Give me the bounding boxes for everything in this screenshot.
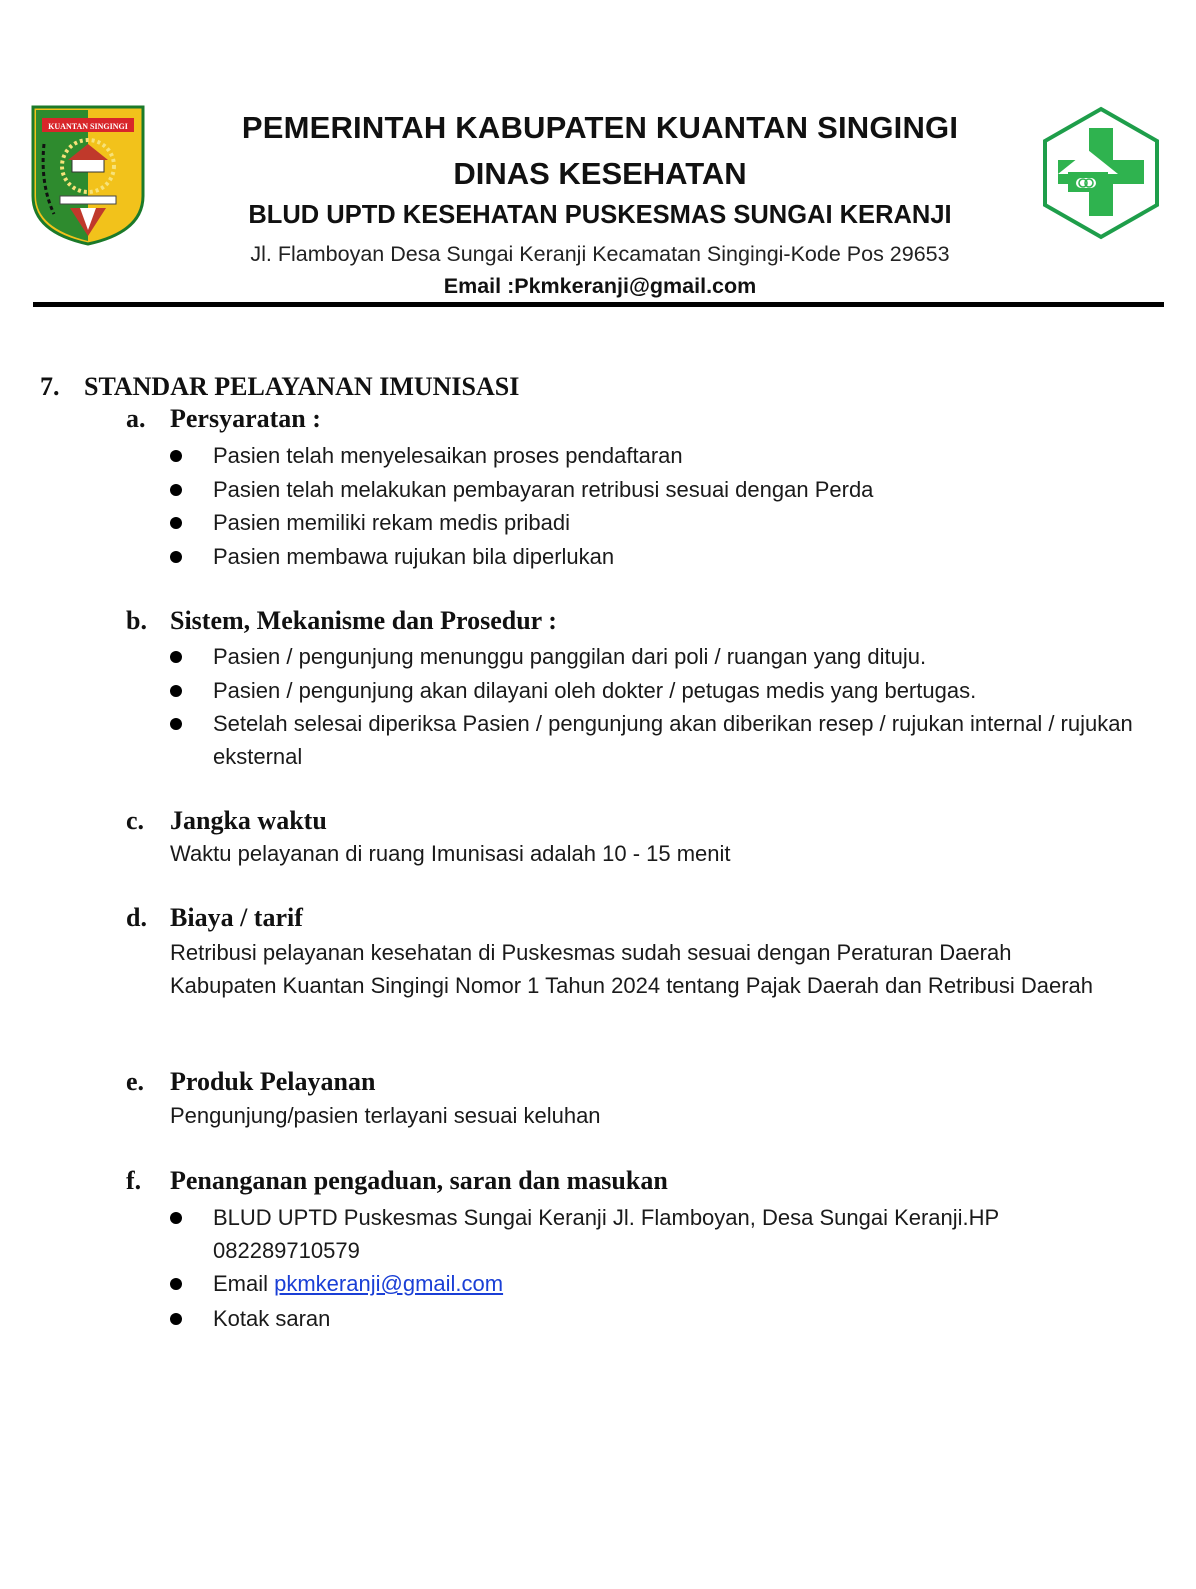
section-b-title: Sistem, Mekanisme dan Prosedur : bbox=[170, 606, 557, 635]
section-e-title: Produk Pelayanan bbox=[170, 1067, 376, 1096]
section-e-text: Pengunjung/pasien terlayani sesuai keluhan bbox=[170, 1103, 601, 1128]
bullet-icon bbox=[170, 718, 182, 730]
header-department-name: DINAS KESEHATAN bbox=[453, 156, 747, 191]
section-a-heading bbox=[126, 404, 321, 434]
bullet-icon bbox=[170, 651, 182, 663]
section-b-heading bbox=[126, 606, 557, 636]
bullet-icon bbox=[170, 1278, 182, 1290]
list-item: Pasien telah melakukan pembayaran retribusi sesuai dengan Perda bbox=[213, 477, 874, 502]
section-d-title: Biaya / tarif bbox=[170, 903, 303, 932]
bullet-icon bbox=[170, 1313, 182, 1325]
section-d-text: Retribusi pelayanan kesehatan di Puskesmas sudah sesuai dengan Peraturan Daerah Kabupaten Kuantan Singingi Nomor 1 Tahun 2024 tentang Pajak Daerah dan Retribusi Daerah bbox=[170, 940, 1094, 998]
section-c-title: Jangka waktu bbox=[170, 806, 327, 835]
section-f-heading bbox=[126, 1166, 668, 1196]
section-d-heading bbox=[126, 903, 303, 933]
section-c-text: Waktu pelayanan di ruang Imunisasi adalah 10 - 15 menit bbox=[170, 841, 731, 866]
bullet-icon bbox=[170, 685, 182, 697]
list-item: Pasien telah menyelesaikan proses pendaftaran bbox=[213, 443, 683, 468]
document-title bbox=[40, 372, 519, 402]
svg-text:KUANTAN SINGINGI: KUANTAN SINGINGI bbox=[48, 122, 128, 131]
kuantan-singingi-crest-logo bbox=[30, 104, 146, 246]
email-link[interactable]: pkmkeranji@gmail.com bbox=[274, 1271, 504, 1296]
puskesmas-logo bbox=[1042, 106, 1160, 240]
bullet-icon bbox=[170, 484, 182, 496]
bullet-icon bbox=[170, 517, 182, 529]
section-a-title: Persyaratan : bbox=[170, 404, 321, 433]
section-f-letter: f. bbox=[126, 1166, 142, 1195]
bullet-icon bbox=[170, 1212, 182, 1224]
list-item: BLUD UPTD Puskesmas Sungai Keranji Jl. Flamboyan, Desa Sungai Keranji.HP 082289710579 bbox=[213, 1205, 999, 1263]
list-item: Setelah selesai diperiksa Pasien / pengunjung akan diberikan resep / rujukan internal / rujukan eksternal bbox=[213, 711, 1133, 769]
section-f-title: Penanganan pengaduan, saran dan masukan bbox=[170, 1166, 668, 1195]
email-label: Email bbox=[213, 1271, 275, 1296]
bullet-icon bbox=[170, 450, 182, 462]
section-c-letter: c. bbox=[126, 806, 145, 835]
list-item: Pasien / pengunjung menunggu panggilan dari poli / ruangan yang dituju. bbox=[213, 644, 927, 669]
list-item: Pasien membawa rujukan bila diperlukan bbox=[213, 544, 615, 569]
header-email: Email :Pkmkeranji@gmail.com bbox=[443, 274, 757, 298]
list-item: Kotak saran bbox=[213, 1306, 331, 1331]
section-e-heading bbox=[126, 1067, 375, 1097]
section-e-letter: e. bbox=[126, 1067, 145, 1096]
header-address: Jl. Flamboyan Desa Sungai Keranji Kecamatan Singingi-Kode Pos 29653 bbox=[250, 242, 950, 266]
section-a-letter: a. bbox=[126, 404, 146, 433]
section-b-letter: b. bbox=[126, 606, 147, 635]
list-item: Pasien / pengunjung akan dilayani oleh dokter / petugas medis yang bertugas. bbox=[213, 678, 977, 703]
list-item: Pasien memiliki rekam medis pribadi bbox=[213, 510, 571, 535]
list-item bbox=[213, 1267, 1153, 1300]
header-institution-name: BLUD UPTD KESEHATAN PUSKESMAS SUNGAI KERANJI bbox=[248, 201, 952, 229]
document-number: 7. bbox=[40, 372, 60, 401]
bullet-icon bbox=[170, 551, 182, 563]
document-title-text: STANDAR PELAYANAN IMUNISASI bbox=[84, 372, 520, 401]
section-d-letter: d. bbox=[126, 903, 147, 932]
header-divider bbox=[33, 302, 1164, 307]
header-government-name: PEMERINTAH KABUPATEN KUANTAN SINGINGI bbox=[241, 110, 959, 145]
section-c-heading bbox=[126, 806, 327, 836]
